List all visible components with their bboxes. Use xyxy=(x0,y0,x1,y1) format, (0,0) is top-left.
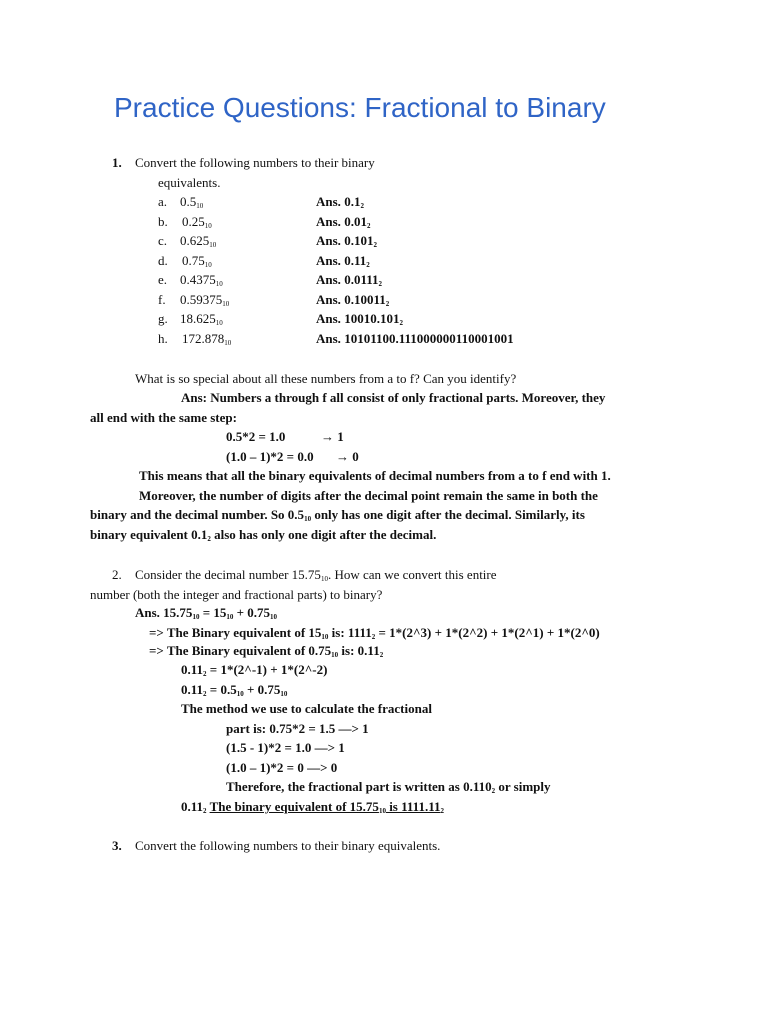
q1-item-answer: Ans. $0.01_2$ xyxy=(316,213,371,230)
q2-method-line4: (1.0 – 1)*2 = 0 —> 0 xyxy=(226,760,338,775)
q1-step1: 0.5*2 = 1.0 xyxy=(226,429,286,444)
q1-item-letter: h. xyxy=(158,330,168,346)
q1-item-answer: Ans. $10010.101_2$ xyxy=(316,311,403,327)
q1-item-decimal: $0.75_{10}$ xyxy=(182,252,212,269)
q1-means-line4: binary equivalent $0.1_2$ also has only one digit after the decimal. xyxy=(90,527,437,543)
q1-item-letter: b. xyxy=(158,213,168,229)
q1-item-answer: Ans. $0.1_2$ xyxy=(316,194,364,210)
q1-text-line1: Convert the following numbers to their binary xyxy=(135,155,375,170)
q1-item-answer: Ans. $0.11_2$ xyxy=(316,252,370,269)
q1-item-answer: Ans. $0.10011_2$ xyxy=(316,291,390,308)
q1-means-line2: Moreover, the number of digits after the decimal point remain the same in both the xyxy=(139,488,598,503)
q2-integer-part: => The Binary equivalent of $15_{10}$ is: $1111_2$ = 1*(2^3) + 1*(2^2) + 1*(2^1) + 1*(2^0) xyxy=(149,625,600,641)
q1-item-answer: Ans. 10101100.111000000110001001 xyxy=(316,330,514,346)
q1-item-decimal: $0.5_{10}$ xyxy=(180,194,204,210)
q1-item-letter: d. xyxy=(158,252,168,268)
page-title: Practice Questions: Fractional to Binary xyxy=(114,92,606,123)
q3-number: 3. xyxy=(112,838,122,853)
q1-item-letter: a. xyxy=(158,194,168,209)
q1-means-line3: binary and the decimal number. So $0.5_{10}$ only has one digit after the decimal. Similarly, its xyxy=(90,507,585,523)
q2-equation1: $0.11_2$ = 1*(2^-1) + 1*(2^-2) xyxy=(181,662,328,678)
q1-item-letter: e. xyxy=(158,272,168,287)
q1-question: What is so special about all these numbers from a to f? Can you identify? xyxy=(135,371,517,386)
q1-text-line2: equivalents. xyxy=(158,175,221,190)
q3-text: Convert the following numbers to their binary equivalents. xyxy=(135,838,441,853)
q2-therefore: Therefore, the fractional part is written as $0.110_2$ or simply xyxy=(226,779,551,795)
q1-number: 1. xyxy=(112,155,122,170)
q1-step1-arrow: → 1 xyxy=(321,429,344,444)
q2-method-line2: part is: 0.75*2 = 1.5 —> 1 xyxy=(226,721,369,736)
q1-item-answer: Ans. $0.0111_2$ xyxy=(316,272,383,288)
q1-answer-line1: Ans: Numbers a through f all consist of only fractional parts. Moreover, they xyxy=(181,390,606,405)
q1-item-decimal: $172.878_{10}$ xyxy=(182,330,232,347)
q2-equation2: $0.11_2 = 0.5_{10} + 0.75_{10}$ xyxy=(181,682,288,698)
q2-final-answer: $0.11_2$ The binary equivalent of $15.75_{10}$ is $1111.11_2$ xyxy=(181,799,444,815)
q1-item-letter: g. xyxy=(158,311,168,326)
q1-item-decimal: $0.625_{10}$ xyxy=(180,233,217,249)
q1-answer-line2: all end with the same step: xyxy=(90,410,237,425)
q1-step2-arrow: → 0 xyxy=(336,449,359,464)
q1-item-decimal: $0.59375_{10}$ xyxy=(180,291,230,308)
q2-text-line2: number (both the integer and fractional parts) to binary? xyxy=(90,587,383,602)
q1-means-line1: This means that all the binary equivalents of decimal numbers from a to f end with 1. xyxy=(139,468,611,483)
q2-method-line3: (1.5 - 1)*2 = 1.0 —> 1 xyxy=(226,740,345,755)
q1-step2: (1.0 – 1)*2 = 0.0 xyxy=(226,449,314,464)
q2-fraction-part: => The Binary equivalent of $0.75_{10}$ is: $0.11_2$ xyxy=(149,643,384,659)
q1-item-decimal: $18.625_{10}$ xyxy=(180,311,223,327)
q2-number: 2. xyxy=(112,567,122,582)
q1-item-letter: f. xyxy=(158,291,166,307)
q2-text-line1: Consider the decimal number $15.75_{10}$. How can we convert this entire xyxy=(135,567,497,583)
q2-method-line1: The method we use to calculate the fractional xyxy=(181,701,432,716)
q1-item-decimal: $0.4375_{10}$ xyxy=(180,272,223,288)
q1-item-decimal: $0.25_{10}$ xyxy=(182,213,212,230)
q2-answer: Ans. $15.75_{10} = 15_{10} + 0.75_{10}$ xyxy=(135,605,278,621)
q1-item-letter: c. xyxy=(158,233,168,248)
q1-item-answer: Ans. $0.101_2$ xyxy=(316,233,377,249)
